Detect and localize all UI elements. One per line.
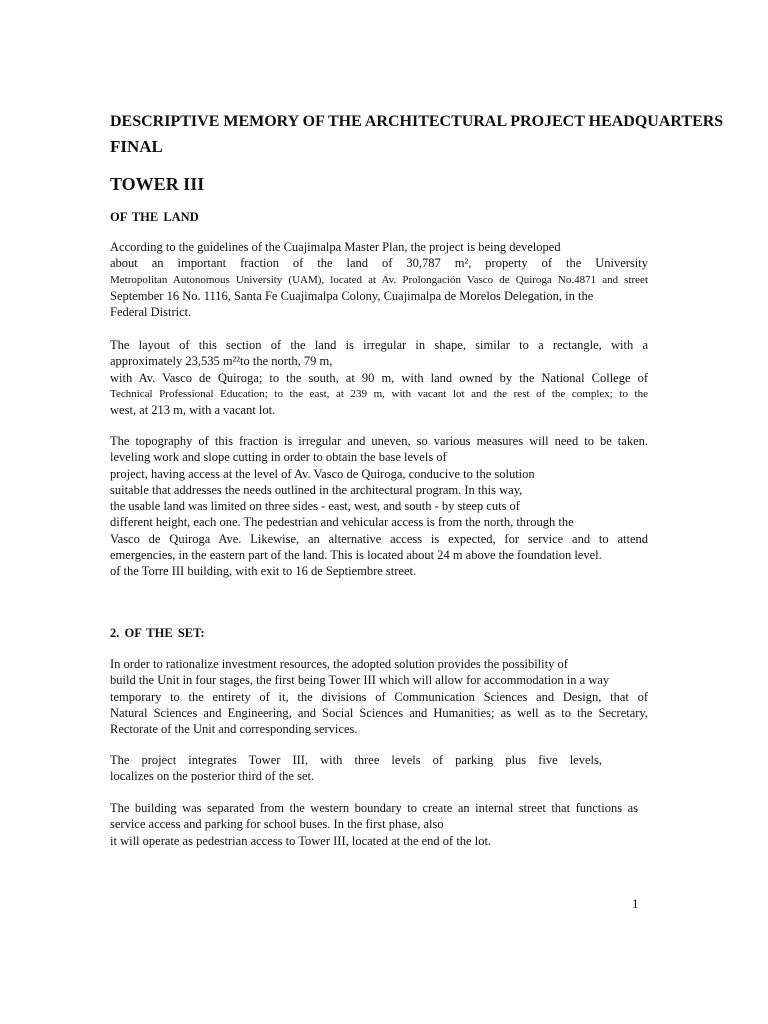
text-line: localizes on the posterior third of the set. [110, 769, 315, 784]
text-line: approximately 23,535 m²²to the north, 79 m, [110, 354, 333, 369]
text-line: Technical Professional Education; to the east, at 239 m, with vacant lot and the rest of the complex; to the [110, 387, 648, 400]
text-line: service access and parking for school buses. In the first phase, also [110, 817, 444, 832]
text-line: with Av. Vasco de Quiroga; to the south, at 90 m, with land owned by the National College of [110, 370, 648, 385]
paragraph-set-3 [110, 800, 648, 849]
text-line: September 16 No. 1116, Santa Fe Cuajimalpa Colony, Cuajimalpa de Morelos Delegation, in the [110, 288, 594, 303]
text-line: suitable that addresses the needs outlined in the architectural program. In this way, [110, 482, 523, 497]
section-heading-set: 2. OF THE SET: [110, 626, 205, 640]
text-line: The layout of this section of the land is irregular in shape, similar to a rectangle, with a [110, 338, 648, 352]
text-line: temporary to the entirety of it, the divisions of Communication Sciences and Design, that of [110, 689, 648, 704]
text-line: Federal District. [110, 305, 192, 320]
text-line: The project integrates Tower III, with three levels of parking plus five levels, [110, 753, 602, 767]
text-line: west, at 213 m, with a vacant lot. [110, 403, 276, 418]
text-line: The building was separated from the western boundary to create an internal street that functions as [110, 801, 638, 815]
text-line: project, having access at the level of Av. Vasco de Quiroga, conducive to the solution [110, 466, 535, 481]
title-line-2: FINAL [110, 137, 163, 156]
title-line-1: DESCRIPTIVE MEMORY OF THE ARCHITECTURAL PROJECT HEADQUARTERS [110, 113, 724, 130]
text-line: about an important fraction of the land of 30,787 m², property of the University [110, 256, 648, 271]
text-line: different height, each one. The pedestrian and vehicular access is from the north, through the [110, 515, 574, 530]
text-line: of the Torre III building, with exit to 16 de Septiembre street. [110, 564, 417, 579]
text-line: In order to rationalize investment resources, the adopted solution provides the possibility of [110, 657, 568, 671]
text-line: The topography of this fraction is irregular and uneven, so various measures will need to be taken. [110, 434, 648, 448]
text-line: Rectorate of the Unit and corresponding services. [110, 722, 358, 737]
document-subtitle: TOWER III [110, 174, 205, 194]
text-line: Vasco de Quiroga Ave. Likewise, an alternative access is expected, for service and to attend [110, 531, 648, 546]
text-line: leveling work and slope cutting in order to obtain the base levels of [110, 450, 447, 465]
text-line: Natural Sciences and Engineering, and Social Sciences and Humanities; as well as to the Secretary, [110, 705, 648, 720]
paragraph-land-2 [110, 337, 648, 418]
text-line: it will operate as pedestrian access to Tower III, located at the end of the lot. [110, 833, 492, 848]
text-line: Metropolitan Autonomous University (UAM), located at Av. Prolongación Vasco de Quiroga No.4871 and street [110, 273, 648, 286]
text-line: emergencies, in the eastern part of the land. This is located about 24 m above the foundation level. [110, 548, 602, 563]
text-line: According to the guidelines of the Cuajimalpa Master Plan, the project is being developed [110, 240, 561, 254]
document-title [110, 109, 766, 160]
paragraph-land-1 [110, 239, 648, 320]
page-number: 1 [632, 896, 639, 911]
text-line: build the Unit in four stages, the first being Tower III which will allow for accommodation in a way [110, 673, 610, 688]
text-line: the usable land was limited on three sides - east, west, and south - by steep cuts of [110, 499, 520, 514]
paragraph-set-2 [110, 752, 648, 785]
paragraph-land-3 [110, 433, 648, 580]
paragraph-set-1 [110, 656, 648, 737]
section-heading-land: OF THE LAND [110, 210, 199, 224]
